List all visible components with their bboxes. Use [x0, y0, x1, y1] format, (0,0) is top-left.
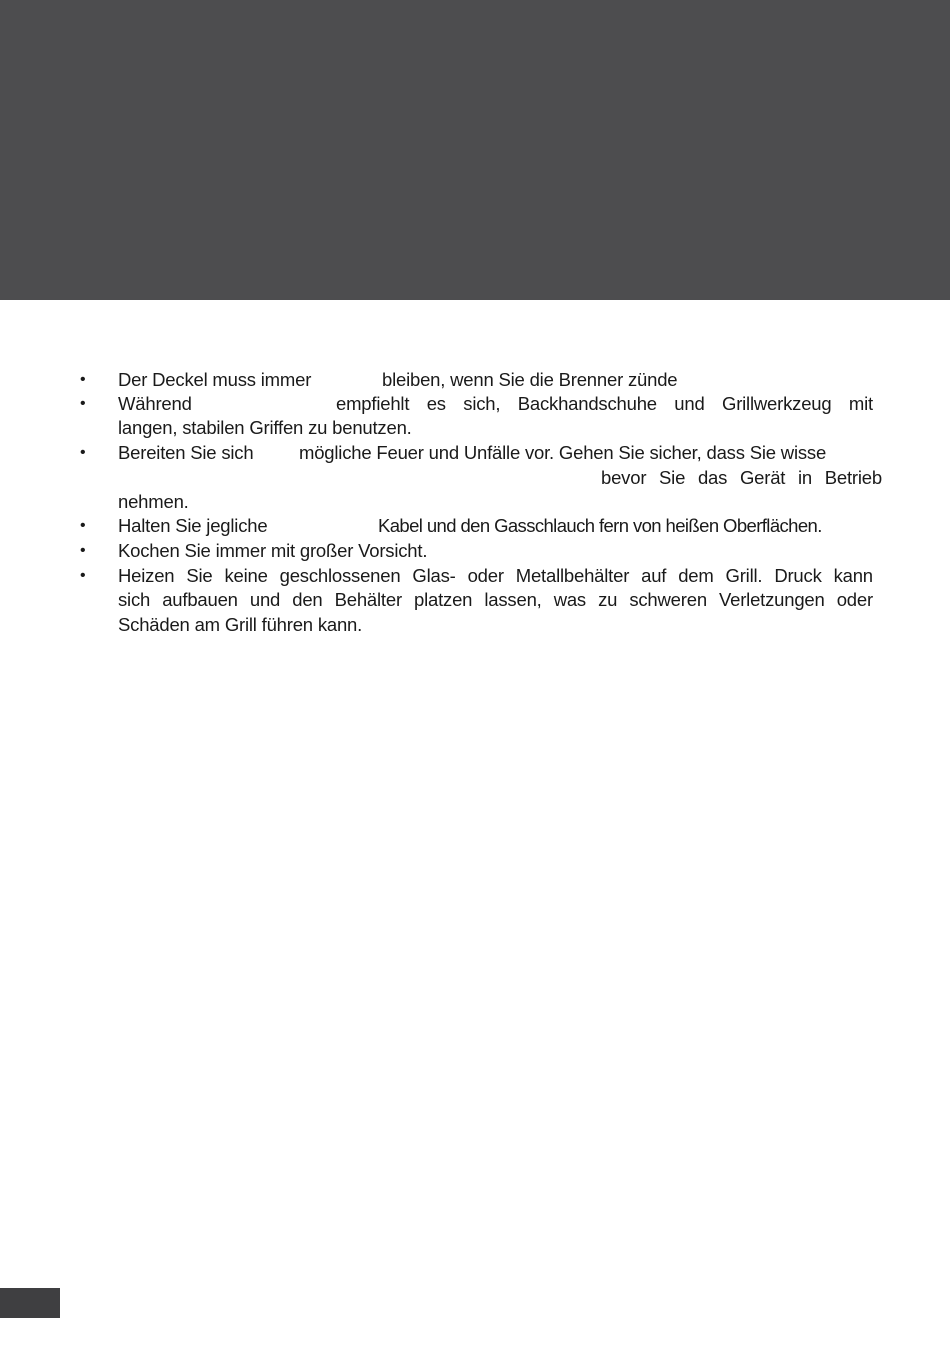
word: aufbauen	[162, 589, 238, 610]
bullet-6-line-3: Schäden am Grill führen kann.	[118, 614, 363, 635]
bullet-1-line-1-part-1: Der Deckel muss immer	[118, 369, 312, 390]
word: sich	[118, 589, 151, 610]
word: Heizen	[118, 565, 175, 586]
word: empfiehlt	[336, 393, 410, 414]
bullet-marker: •	[80, 542, 86, 559]
bullet-4-line-1-part-2: Kabel und den Gasschlauch fern von heißen Oberflächen.	[378, 515, 822, 536]
word: Verletzungen	[719, 589, 825, 610]
word: Backhandschuhe	[517, 393, 657, 414]
bullet-3-line-1-part-2: mögliche Feuer und Unfälle vor. Gehen Sie sicher, dass Sie wisse	[299, 442, 827, 463]
word: zu	[598, 589, 618, 610]
word: Gerät	[739, 467, 786, 488]
word: in	[798, 467, 812, 488]
word: es	[426, 393, 446, 414]
bullet-3-line-2	[601, 466, 882, 490]
bullet-2-line-2: langen, stabilen Griffen zu benutzen.	[118, 417, 412, 438]
bullet-3-line-3: nehmen.	[118, 491, 189, 512]
word: platzen	[414, 589, 473, 610]
bullet-4-line-1-part-1: Halten Sie jegliche	[118, 515, 268, 536]
word: Betrieb	[824, 467, 882, 488]
bullet-2-line-1-part-1: Während	[118, 393, 192, 414]
bullet-3-line-1-part-1: Bereiten Sie sich	[118, 442, 254, 463]
word: und	[249, 589, 281, 610]
word: Sie	[659, 467, 686, 488]
word: oder	[836, 589, 873, 610]
word: kann	[833, 565, 873, 586]
word: was	[553, 589, 586, 610]
word: bevor	[601, 467, 647, 488]
bullet-6-line-1	[118, 564, 873, 588]
word: das	[697, 467, 728, 488]
header-band	[0, 0, 950, 300]
bullet-6-line-2	[118, 588, 873, 612]
word: sich,	[463, 393, 501, 414]
bullet-5-line-1: Kochen Sie immer mit großer Vorsicht.	[118, 540, 428, 561]
word: dem	[678, 565, 714, 586]
word: Grill.	[725, 565, 763, 586]
bullet-marker: •	[80, 517, 86, 534]
word: schweren	[629, 589, 707, 610]
bullet-1-line-1-part-2: bleiben, wenn Sie die Brenner zünde	[382, 369, 678, 390]
word: Glas-	[412, 565, 456, 586]
page-number-tab	[0, 1288, 60, 1318]
word: Druck	[774, 565, 822, 586]
bullet-marker: •	[80, 444, 86, 461]
bullet-marker: •	[80, 395, 86, 412]
word: mit	[848, 393, 873, 414]
word: Metallbehälter	[515, 565, 630, 586]
bullet-marker: •	[80, 567, 86, 584]
word: Behälter	[334, 589, 402, 610]
word: den	[292, 589, 323, 610]
word: auf	[641, 565, 667, 586]
word: und	[674, 393, 705, 414]
bullet-marker: •	[80, 371, 86, 388]
word: geschlossenen	[279, 565, 401, 586]
word: keine	[224, 565, 268, 586]
word: Grillwerkzeug	[722, 393, 832, 414]
word: Sie	[186, 565, 213, 586]
word: oder	[467, 565, 504, 586]
bullet-2-line-1-part-2	[336, 392, 873, 416]
word: lassen,	[484, 589, 542, 610]
